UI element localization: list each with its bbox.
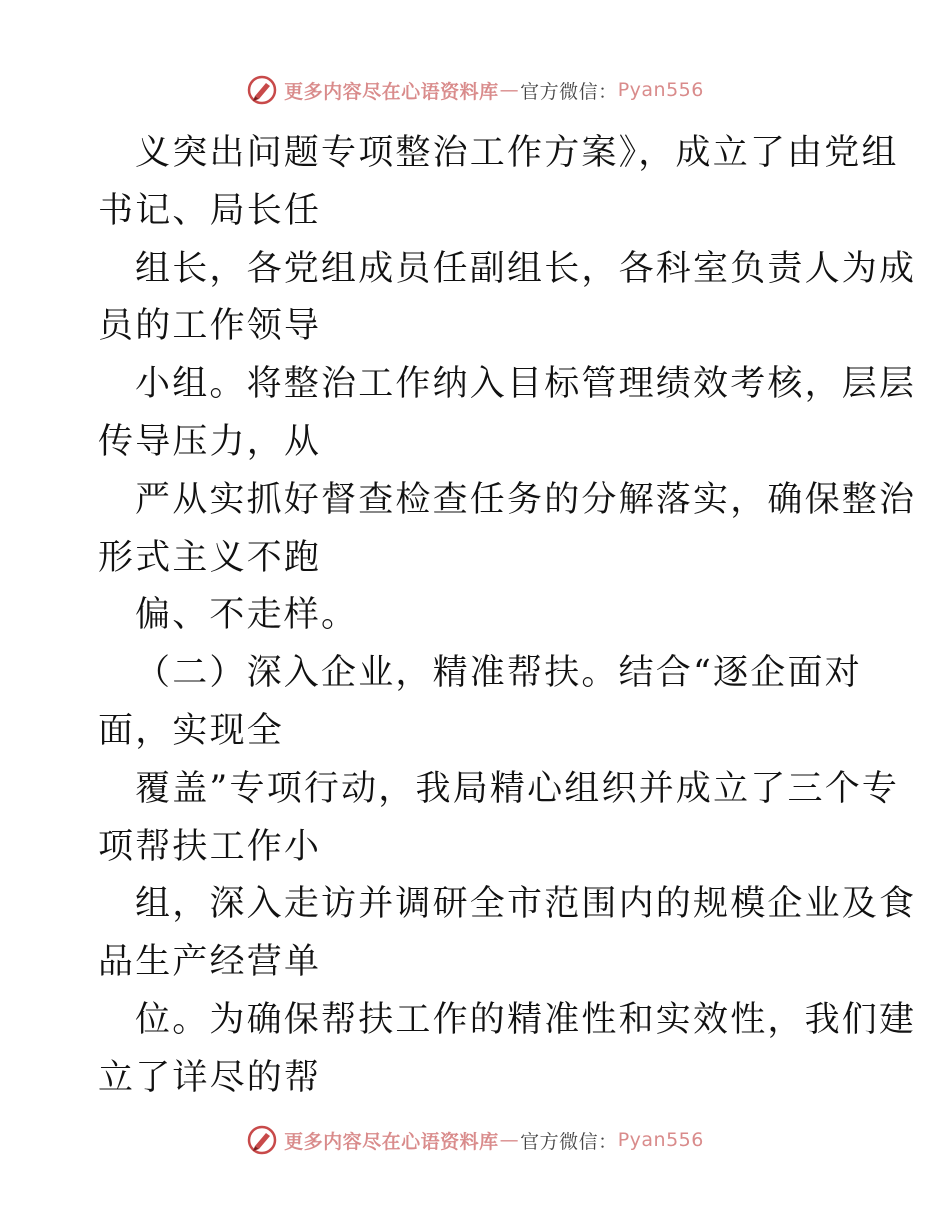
text-line: 员的工作领导 — [98, 306, 322, 347]
text-line: 组长，各党组成员任副组长，各科室负责人为成 — [135, 248, 917, 289]
text-line: 覆盖”专项行动，我局精心组织并成立了三个专 — [135, 768, 900, 809]
banner-dash: — — [499, 1129, 520, 1151]
pen-seal-icon — [246, 1124, 278, 1156]
banner-dash: — — [499, 79, 520, 101]
banner-wechat-handle: Pyan556 — [617, 79, 704, 101]
text-line: 偏、不走样。 — [135, 595, 359, 636]
header-watermark-banner — [0, 70, 950, 110]
text-line: 小组。将整治工作纳入目标管理绩效考核，层层 — [135, 364, 917, 405]
text-line: 严从实抓好督查检查任务的分解落实，确保整治 — [135, 479, 917, 520]
text-line: 形式主义不跑 — [98, 537, 322, 578]
banner-wechat-handle: Pyan556 — [617, 1129, 704, 1151]
banner-official-label: 官方微信： — [520, 1130, 618, 1153]
document-body — [98, 125, 917, 1108]
banner-official-label: 官方微信： — [520, 80, 618, 103]
text-line: 传导压力，从 — [98, 421, 322, 462]
banner-brand-text: 更多内容尽在心语资料库 — [284, 80, 499, 103]
text-line: 组，深入走访并调研全市范围内的规模企业及食 — [135, 884, 917, 925]
text-line: 书记、局长任 — [98, 190, 322, 231]
text-line: （二）深入企业，精准帮扶。结合“逐企面对 — [135, 653, 862, 694]
pen-seal-icon — [246, 74, 278, 106]
text-line: 面，实现全 — [98, 710, 285, 751]
text-line: 位。为确保帮扶工作的精准性和实效性，我们建 — [135, 999, 917, 1040]
footer-watermark-banner — [0, 1120, 950, 1160]
text-line: 立了详尽的帮 — [98, 1057, 322, 1098]
banner-brand-text: 更多内容尽在心语资料库 — [284, 1130, 499, 1153]
text-line: 义突出问题专项整治工作方案》，成立了由党组 — [135, 133, 899, 173]
text-line: 品生产经营单 — [98, 942, 322, 983]
text-line: 项帮扶工作小 — [98, 826, 322, 867]
